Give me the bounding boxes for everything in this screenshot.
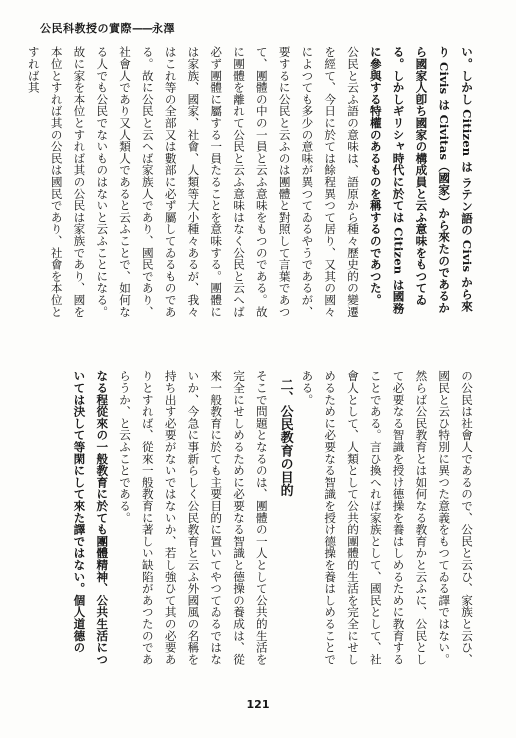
paragraph-text: い。しかし Citizen は ラテン語の Civis から來り Civis は Civitas（國家）から來たのであるから國家人卽ち國家の構成員と云ふ意味をもつてゐる。しかしギリシャ時代に於ては Citizen は國務に參與する特權のあるものを稱するのであつた。 xyxy=(368,46,474,315)
paragraph-text: の公民は社會人であるので、公民と云ひ、家族と云ひ、國民と云ひ特別に異つた意義をもつてゐる譯ではない。然らば公民教育とは如何なる教育かと云ふに、公民として必要なる智識を授け德操を養はしめるために教育することである。言ひ換へれば家族として、國民として、社會人として、人類として公共的團體的生活を完全にせしめるために必要なる智識を授け德操を養はしめることである。 xyxy=(300,370,474,665)
running-header xyxy=(40,20,175,36)
paragraph-problem xyxy=(113,370,273,670)
text-block-lower xyxy=(40,370,478,670)
paragraph-meaning-of-komin xyxy=(22,46,364,318)
header-separator: —— xyxy=(132,22,152,35)
header-title: 公民科教授の實際 xyxy=(40,22,132,35)
header-author: 永澤 xyxy=(152,22,175,35)
paragraph-general-education xyxy=(68,370,114,670)
section-heading: 二、公民教育の目的 xyxy=(277,378,293,497)
text-block-upper xyxy=(26,46,478,318)
paragraph-text: 公民と云ふ語の意味は、語原から種々歷史的の變遷を經て、今日に於ては餘程異つて居り、又其の國々によつても多少の意味が異つてゐるやうであるが、要するに公民と云ふのは團體と對照して言葉であつて、團體の中の一員と云ふ意味をもつのである。故に團體を離れて公民と云ふ意味はなく公民と云へば必ず團體に屬する一員たることを意味する。團體には家族、國家、社會、人類等大小種々あるが、我々はこれ等の全部又は數部に必ず屬してゐるものである。故に公民と云へば家族人であり、國民であり、社會人であり又人類人であると云ふことで、如何なる人でも公民でないものはないと云ふことになる。故に家を本位とすれば其の公民は家族であり、國を本位とすれば其の公民は國民であり、社會を本位とすれば其 xyxy=(26,46,361,318)
paragraph-continuation xyxy=(296,370,478,670)
page-number: 121 xyxy=(246,698,270,711)
paragraph-citizen-etymology xyxy=(364,46,478,318)
paragraph-text: なる程從來の一般教育に於ても團體精神、公共生活については決して等閑にして來た譯ではない。個人道德の xyxy=(72,370,110,665)
paragraph-text: そこで問題となるのは、團體の一人として公共的生活を完全にせしめるために必要なる智識と德操の養成は、從來一般教育に於ても主要目的に置いてやつてゐるではないか、今急に事新らしく公民教育と云ふ外國風の名稱を持ち出す必要がないではないか、若し強ひて其の必要ありとすれば、從來一般教育に著しい缺陷があつたのであらうか、と云ふことである。 xyxy=(118,370,269,665)
